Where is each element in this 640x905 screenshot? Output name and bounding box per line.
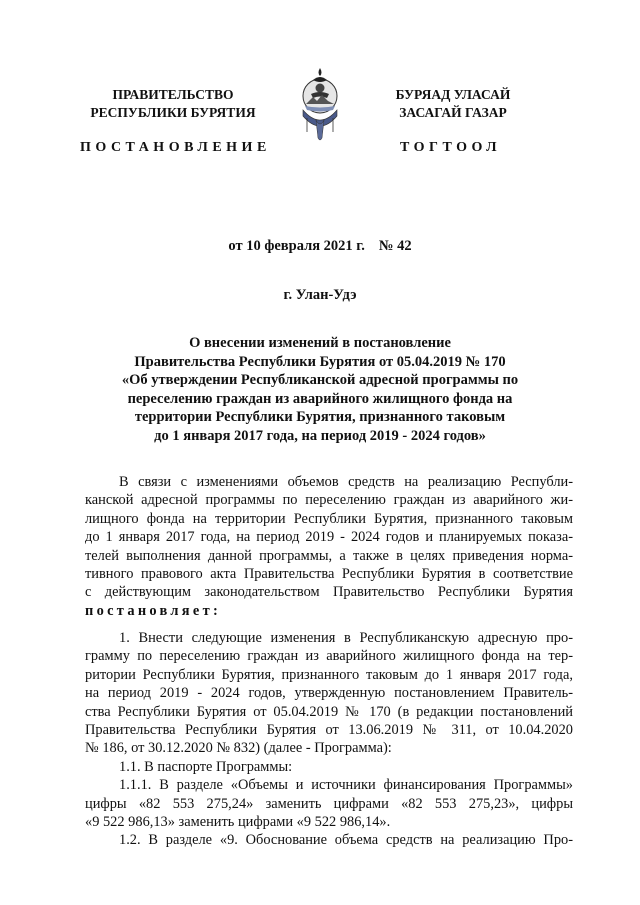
clause-line: 1.1.1. В разделе «Объемы и источники финансирования Программы» [119, 777, 573, 794]
decree-date: от 10 февраля 2021 г. [228, 238, 365, 254]
clause-line: на период 2019 - 2024 годов, утвержденную постановлением Правитель- [85, 685, 573, 702]
city-name: г. Улан-Удэ [283, 287, 357, 303]
clause-line: грамму по переселению граждан из аварийного жилищного фонда на тер- [85, 648, 573, 665]
header-right-doc-type: ТОГТООЛ [400, 140, 502, 155]
title-line: О внесении изменений в постановление [189, 335, 451, 351]
buryatia-coat-of-arms-icon [297, 60, 343, 148]
clause-line: ритории Республики Бурятия, признанного таковым до 1 января 2017 года, [85, 666, 573, 683]
title-line: до 1 января 2017 года, на период 2019 - 2024 годов» [154, 427, 486, 444]
preamble-line: канской адресной программы по переселению граждан из аварийного жи- [85, 492, 573, 509]
clause-line: 1. Внести следующие изменения в Республиканскую адресную про- [119, 630, 573, 646]
preamble-line: до 1 января 2017 года, на период 2019 - 2024 годов и планируемых показа- [85, 529, 573, 546]
clause-line: цифры «82 553 275,24» заменить цифрами «82 553 275,23», цифры [85, 795, 573, 812]
clauses-section [85, 629, 573, 850]
clause-line: ства Республики Бурятия от 05.04.2019 № 170 (в редакции постановлений [85, 703, 573, 720]
header-left-block [78, 86, 268, 122]
header-right-block [358, 86, 548, 122]
title-line: «Об утверждении Республиканской адресной программы по [121, 372, 519, 389]
preamble-line: тивного правового акта Правительства Республики Бурятия в соответствие [85, 566, 573, 583]
preamble-line: телей выполнения данной программы, а также в целях приведения норма- [85, 547, 573, 564]
preamble-line: В связи с изменениями объемов средств на реализацию Республи- [119, 474, 573, 490]
clause-line: 1.2. В разделе «9. Обоснование объема средств на реализацию Про- [119, 832, 573, 849]
preamble-paragraph [85, 473, 573, 620]
header-left-line-2: РЕСПУБЛИКИ БУРЯТИЯ [90, 105, 256, 120]
decree-number: № 42 [378, 238, 412, 254]
title-line: территории Республики Бурятия, признанного таковым [134, 409, 506, 426]
preamble-line: лищного фонда на территории Республики Бурятия, признанного таковым [85, 510, 573, 527]
clause-line: Правительства Республики Бурятия от 13.06.2019 № 311, от 10.04.2020 [85, 722, 573, 739]
title-line: переселению граждан из аварийного жилищного фонда на [127, 390, 513, 407]
resolves-word: постановляет: [85, 602, 222, 619]
header-left-doc-type: ПОСТАНОВЛЕНИЕ [80, 140, 271, 155]
decree-date-line [0, 238, 640, 255]
preamble-line: с действующим законодательством Правительство Республики Бурятия [85, 584, 573, 601]
clause-line: № 186, от 30.12.2020 № 832) (далее - Программа): [85, 740, 392, 757]
decree-title [80, 334, 560, 446]
clause-line: «9 522 986,13» заменить цифрами «9 522 986,14». [85, 814, 391, 831]
header-right-line-2: ЗАСАГАЙ ГАЗАР [399, 105, 507, 120]
clause-line: 1.1. В паспорте Программы: [119, 758, 293, 775]
header-left-line-1: ПРАВИТЕЛЬСТВО [112, 87, 234, 102]
title-line: Правительства Республики Бурятия от 05.04.2019 № 170 [134, 353, 506, 370]
header-right-line-1: БУРЯАД УЛАСАЙ [395, 87, 511, 102]
